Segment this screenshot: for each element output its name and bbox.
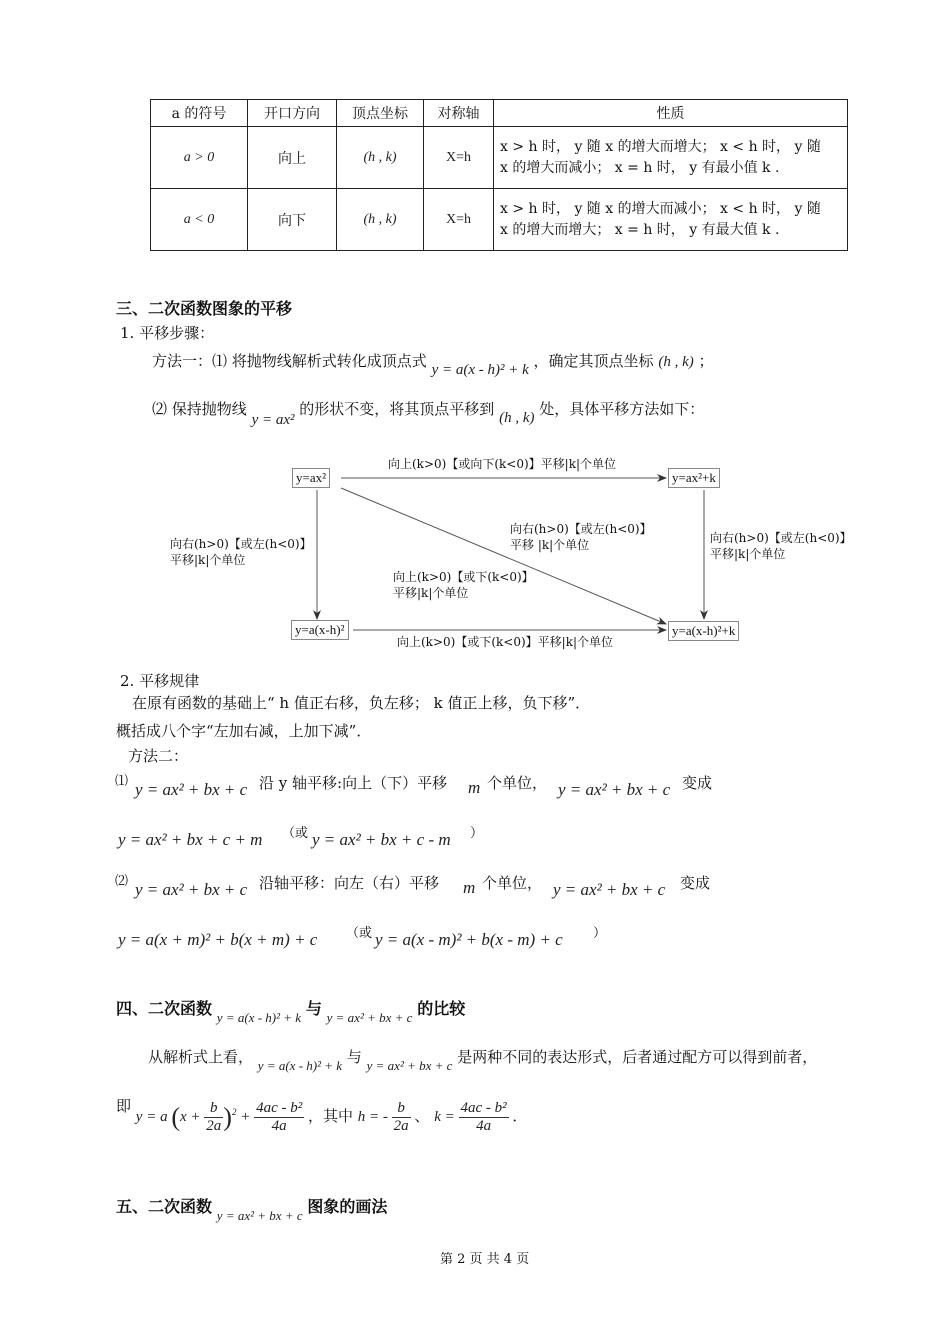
method2-item2-text-3: 变成 bbox=[680, 874, 711, 892]
section4-title-a: 四、二次函数 bbox=[116, 999, 213, 1018]
general-form-formula: y = ax² + bx + c bbox=[135, 780, 248, 799]
label-left-arrow bbox=[170, 536, 312, 568]
fraction-b-over-2a: $\frac{b}{2a}$ bbox=[206, 1100, 222, 1134]
method2-item1-number: ⑴ bbox=[115, 774, 129, 789]
period: ． bbox=[512, 1106, 528, 1125]
label-line: 平移|k|个单位 bbox=[393, 586, 469, 600]
exponent-2: 2 bbox=[231, 1106, 237, 1117]
section4-title-c: 的比较 bbox=[417, 999, 466, 1018]
completing-square-line bbox=[116, 1096, 528, 1135]
section3-title: 三、二次函数图象的平移 bbox=[116, 299, 293, 318]
rule-line-2: 概括成八个字“左加右减，上加下减”． bbox=[116, 722, 372, 740]
section5-title-a: 五、二次函数 bbox=[116, 1197, 213, 1216]
cell-direction: 向上 bbox=[248, 127, 337, 189]
cell-direction: 向下 bbox=[248, 189, 337, 251]
step2-text-b: 的形状不变，将其顶点平移到 bbox=[299, 400, 495, 418]
label-line: 向上(k>0)【或下(k<0)】 bbox=[393, 570, 534, 584]
label-bottom-arrow: 向上(k>0)【或下(k<0)】平移|k|个单位 bbox=[397, 635, 614, 649]
or-open: （或 bbox=[346, 926, 373, 941]
h-value bbox=[357, 1100, 415, 1134]
general-form-formula: y = ax² + bx + c bbox=[216, 1208, 303, 1223]
where-text: ，其中 bbox=[308, 1106, 354, 1125]
page-footer: 第 2 页 共 4 页 bbox=[440, 1252, 530, 1267]
general-form-formula: y = ax² + bx + c bbox=[558, 780, 671, 799]
general-form-formula: y = ax² + bx + c bbox=[553, 880, 666, 899]
cell-vertex: (h , k) bbox=[337, 189, 424, 251]
shift-amount-m: m bbox=[468, 778, 481, 797]
formula-lead: y = a bbox=[135, 1108, 168, 1125]
col-header-sign: a 的符号 bbox=[151, 100, 248, 127]
rule-line-1: 在原有函数的基础上“ h 值正右移，负左移； k 值正上移，负下移”． bbox=[132, 694, 591, 712]
col-header-direction: 开口方向 bbox=[248, 100, 337, 127]
comparison-text-b: 与 bbox=[346, 1048, 362, 1066]
k-equals: k = bbox=[434, 1108, 455, 1125]
box-horizontal-shift: y=a(x-h)² bbox=[291, 620, 349, 640]
parabola-formula: y = ax² bbox=[251, 412, 295, 428]
section4-title-b: 与 bbox=[305, 999, 322, 1018]
k-value bbox=[434, 1100, 512, 1134]
vertex-form-formula: y = a(x - h)² + k bbox=[216, 1010, 302, 1025]
label-diagonal-2 bbox=[393, 569, 534, 601]
comparison-text-a: 从解析式上看， bbox=[148, 1048, 254, 1066]
section5-title bbox=[116, 1194, 388, 1223]
vertex-coordinate: (h , k) bbox=[499, 410, 535, 426]
or-close: ） bbox=[470, 826, 484, 841]
shifted-left-formula: y = a(x + m)² + b(x + m) + c bbox=[118, 930, 318, 949]
or-open: （或 bbox=[282, 826, 309, 841]
general-form-formula: y = ax² + bx + c bbox=[135, 880, 248, 899]
separator: 、 bbox=[414, 1106, 430, 1125]
property-line: x 的增大而减小； x = h 时， y 有最小值 k . bbox=[500, 159, 780, 176]
fraction-4ac-b2-over-4a: $\frac{\text{4ac - b²}}{4a}$ bbox=[460, 1100, 507, 1134]
label-line: 向右(h>0)【或左(h<0)】 bbox=[510, 522, 652, 536]
method2-item1-text: 沿 y 轴平移:向上（下）平移 bbox=[259, 774, 448, 792]
box-vertical-shift: y=ax²+k bbox=[668, 468, 720, 488]
paren-close: ) bbox=[223, 1102, 232, 1132]
general-form-formula: y = ax² + bx + c bbox=[366, 1058, 453, 1073]
label-line: 平移|k|个单位 bbox=[710, 547, 786, 561]
ji-text: 即 bbox=[116, 1096, 132, 1115]
shifted-right-formula: y = a(x - m)² + b(x - m) + c bbox=[375, 930, 563, 949]
comparison-text-c: 是两种不同的表达形式，后者通过配方可以得到前者， bbox=[457, 1048, 818, 1066]
property-line: x > h 时， y 随 x 的增大而减小； x < h 时， y 随 bbox=[500, 200, 821, 217]
step-title: 1. 平移步骤： bbox=[120, 324, 215, 342]
vertex-form-formula: y = a(x - h)² + k bbox=[257, 1058, 343, 1073]
step2-text-a: ⑵ 保持抛物线 bbox=[152, 400, 247, 418]
section4-title bbox=[116, 996, 466, 1025]
method1-end: ； bbox=[698, 352, 714, 370]
box-base-parabola: y=ax² bbox=[292, 468, 330, 488]
method2-item2-text: 沿轴平移：向左（右）平移 bbox=[259, 874, 440, 892]
fraction-4ac-b2-over-4a: $\frac{\text{4ac - b²}}{4a}$ bbox=[256, 1100, 303, 1134]
h-equals: h = - bbox=[357, 1108, 388, 1125]
comparison-paragraph bbox=[148, 1046, 818, 1073]
or-close: ） bbox=[593, 926, 607, 941]
label-line: 向右(h>0)【或左(h<0)】 bbox=[170, 537, 312, 551]
method1-text-b: ，确定其顶点坐标 bbox=[533, 352, 654, 370]
col-header-property: 性质 bbox=[494, 100, 848, 127]
method1-text: 方法一：⑴ 将抛物线解析式转化成顶点式 bbox=[152, 352, 427, 370]
label-line: 平移 |k|个单位 bbox=[510, 538, 590, 552]
property-line: x > h 时， y 随 x 的增大而增大； x < h 时， y 随 bbox=[500, 138, 821, 155]
fraction-b-over-2a: $\frac{b}{2a}$ bbox=[393, 1100, 409, 1134]
cell-sign: a > 0 bbox=[151, 127, 248, 189]
label-diagonal-1 bbox=[510, 521, 652, 553]
shifted-down-formula: y = ax² + bx + c - m bbox=[312, 830, 451, 849]
step2-text-c: 处，具体平移方法如下： bbox=[539, 400, 705, 418]
cell-axis: X=h bbox=[424, 189, 494, 251]
label-top-arrow: 向上(k>0)【或向下(k<0)】平移|k|个单位 bbox=[388, 457, 617, 471]
completed-square-formula: y = a (x + $\frac{b}{2a}$ )$^2$ + $\frac{\text{4ac - b²}}{4a}$ bbox=[135, 1100, 303, 1134]
box-vertex-form: y=a(x-h)²+k bbox=[668, 621, 739, 641]
property-line: x 的增大而增大； x = h 时， y 有最大值 k . bbox=[500, 221, 780, 238]
shift-amount-m: m bbox=[463, 878, 476, 897]
label-line: 平移|k|个单位 bbox=[170, 553, 246, 567]
vertex-form-formula: y = a(x - h)² + k bbox=[431, 362, 529, 378]
col-header-axis: 对称轴 bbox=[424, 100, 494, 127]
cell-sign: a < 0 bbox=[151, 189, 248, 251]
method2-item2-text-2: 个单位， bbox=[482, 874, 543, 892]
cell-vertex: (h , k) bbox=[337, 127, 424, 189]
general-form-formula: y = ax² + bx + c bbox=[326, 1010, 413, 1025]
vertex-coordinate: (h , k) bbox=[658, 354, 694, 370]
label-right-arrow bbox=[710, 530, 852, 562]
rule-title: 2. 平移规律 bbox=[120, 672, 200, 690]
cell-axis: X=h bbox=[424, 127, 494, 189]
col-header-vertex: 顶点坐标 bbox=[337, 100, 424, 127]
method2-item1-text-2: 个单位， bbox=[487, 774, 548, 792]
method2-item1-text-3: 变成 bbox=[682, 774, 713, 792]
method2-item2-number: ⑵ bbox=[115, 874, 129, 889]
formula-x: x bbox=[180, 1108, 187, 1125]
label-line: 向右(h>0)【或左(h<0)】 bbox=[710, 531, 852, 545]
section5-title-b: 图象的画法 bbox=[307, 1197, 388, 1216]
paren-open: ( bbox=[171, 1102, 180, 1132]
arrow-diagonal bbox=[341, 488, 666, 624]
shifted-up-formula: y = ax² + bx + c + m bbox=[118, 830, 263, 849]
method2-title: 方法二： bbox=[128, 747, 189, 765]
